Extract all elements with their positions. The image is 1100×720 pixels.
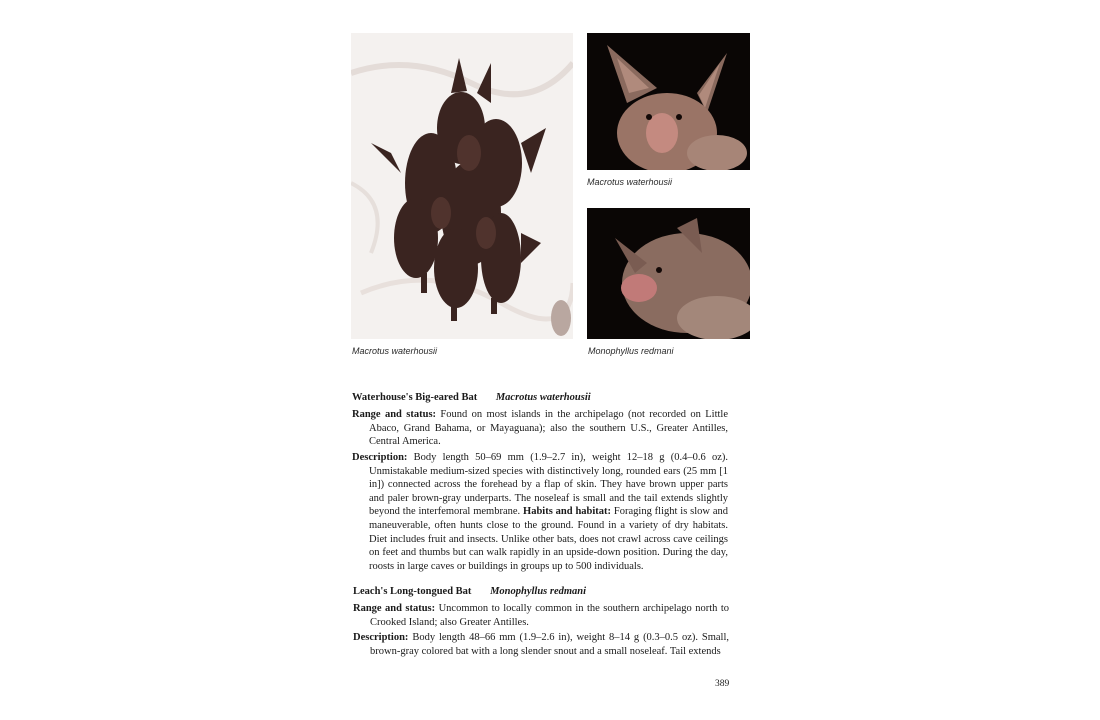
figure-caption: Macrotus waterhousii [352, 346, 438, 356]
range-label: Range and status: [352, 409, 437, 420]
description-label: Description: [352, 452, 408, 463]
figure-caption: Monophyllus redmani [588, 346, 674, 356]
description-text: Body length 50–69 mm (1.9–2.7 in), weight 12–18 g (0.4–0.6 oz). Unmistakable medium-sized species with distinctively long, rounded ears (25 mm [1 in]) connected across the forehead by a flap of skin. They have brown upper parts and paler brown-gray underparts. The noseleaf is small and the tail extends slightly beyond the interfemoral membrane. [369, 452, 729, 518]
figure-caption: Macrotus waterhousii [587, 177, 673, 187]
range-paragraph [353, 602, 729, 629]
habits-text: Foraging flight is slow and maneuverable, often hunts close to the ground. Found in a variety of dry habitats. Diet includes fruit and insects. Unlike other bats, does not crawl across cave ceilings on feet and thumbs but can walk rapidly in an upside-down position. During the day, roosts in large caves or buildings in groups up to 500 individuals. [369, 506, 729, 572]
bat-cluster-photo [351, 33, 573, 339]
scientific-name: Macrotus waterhousii [495, 392, 591, 403]
species-heading [353, 586, 586, 597]
range-label: Range and status: [353, 603, 436, 614]
description-label: Description: [353, 632, 409, 643]
bat-face-front-photo [587, 33, 750, 170]
description-text: Body length 48–66 mm (1.9–2.6 in), weight 8–14 g (0.3–0.5 oz). Small, brown-gray colored bat with a long slender snout and a small noseleaf. Tail extends [370, 632, 730, 657]
description-paragraph [352, 451, 728, 573]
species-heading [352, 392, 591, 403]
page-number: 389 [715, 679, 730, 689]
range-paragraph [352, 408, 728, 449]
bat-face-side-photo [587, 208, 750, 339]
scientific-name: Monophyllus redmani [490, 586, 587, 597]
description-paragraph [353, 631, 729, 658]
common-name: Leach's Long-tongued Bat [353, 586, 472, 597]
range-text: Found on most islands in the archipelago (not recorded on Little Abaco, Grand Bahama, or Mayaguana); also the southern U.S., Greater Antilles, Central America. [369, 409, 729, 448]
range-text: Uncommon to locally common in the southern archipelago north to Crooked Island; also Greater Antilles. [370, 603, 730, 628]
habits-label: Habits and habitat: [523, 506, 612, 518]
common-name: Waterhouse's Big-eared Bat [352, 392, 478, 403]
